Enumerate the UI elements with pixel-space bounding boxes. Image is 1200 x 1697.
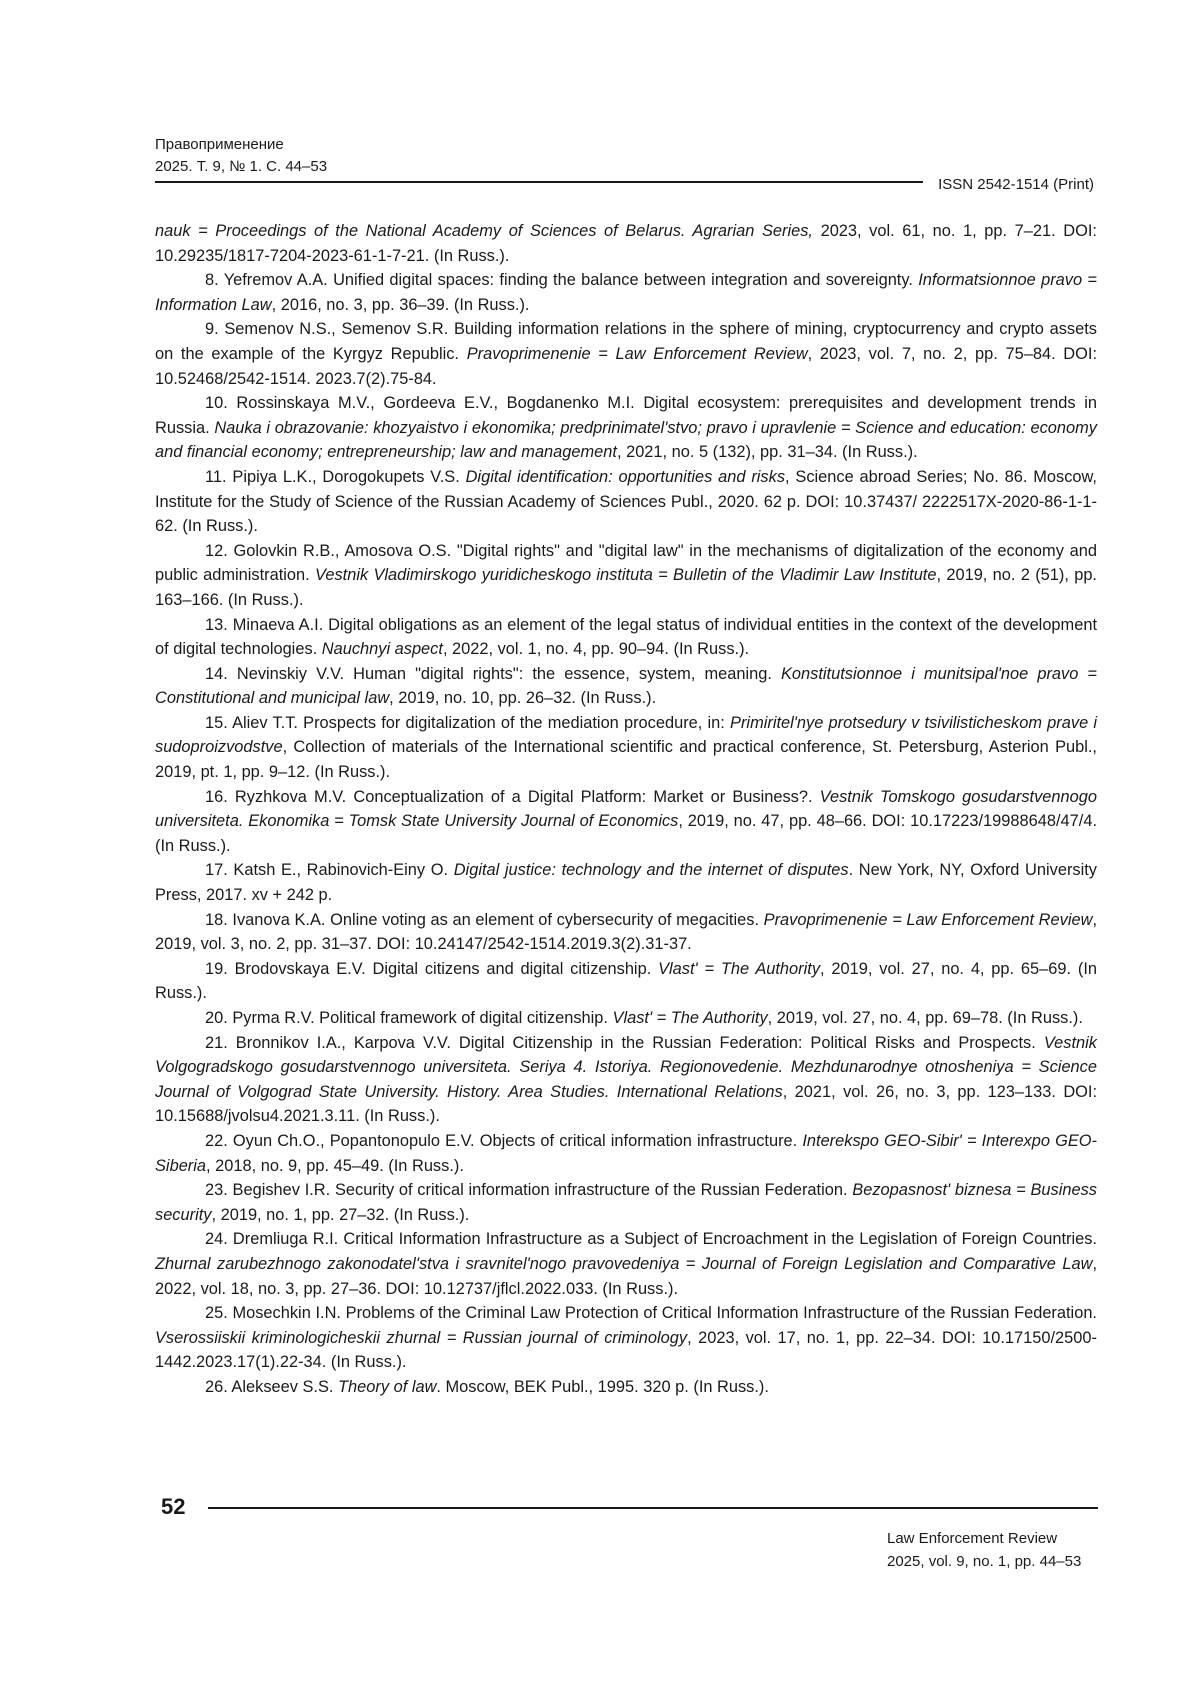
reference-item (155, 539, 1097, 613)
reference-text: 25. Mosechkin I.N. Problems of the Criminal Law Protection of Critical Information Infrastructure of the Russian Federation. (205, 1304, 1097, 1323)
reference-source-title: Primiritel'nye protsedury v tsivilisticheskom prave i sudoproizvodstve (155, 713, 1098, 757)
reference-source-title: Digital identification: opportunities and risks (465, 467, 786, 486)
reference-source-title: Interekspo GEO-Sibir' = Interexpo GEO-Siberia (155, 1131, 1098, 1175)
reference-text: 23. Begishev I.R. Security of critical information infrastructure of the Russian Federation. (205, 1181, 853, 1200)
reference-item (155, 957, 1097, 1006)
reference-source-title: Informatsionnoe pravo = Information Law (155, 271, 1098, 314)
reference-source-title: Theory of law (338, 1377, 437, 1396)
reference-text: 11. Pipiya L.K., Dorogokupets V.S. (205, 467, 466, 486)
header-divider (155, 181, 923, 183)
reference-item (155, 1129, 1097, 1178)
issue-info-ru: 2025. Т. 9, № 1. С. 44–53 (155, 158, 328, 175)
reference-item (155, 465, 1097, 539)
reference-source-title: Vestnik Volgogradskogo gosudarstvennogo universiteta. Seriya 4. Istoriya. Regionovedenie. Mezhdunarodnye otnosheniya = Science Journal of Volgograd State University. History. Area Studies. International Relations (155, 1033, 1097, 1101)
reference-source-title: Digital justice: technology and the internet of disputes (453, 861, 849, 880)
reference-item (155, 317, 1097, 391)
reference-item (155, 1178, 1097, 1227)
reference-text: 9. Semenov N.S., Semenov S.R. Building information relations in the sphere of mining, cryptocurrency and crypto assets on the example of the Kyrgyz Republic. (155, 320, 1097, 363)
reference-text: , Collection of materials of the International scientific and practical conference, St. Petersburg, Asterion Publ., 2019, pt. 1, pp. 9–12. (In Russ.). (155, 738, 1097, 782)
reference-source-title: Zhurnal zarubezhnogo zakonodatel'stva i sravnitel'nogo pravovedeniya = Journal of Foreign Legislation and Comparative Law (155, 1254, 1093, 1273)
reference-text: , 2023, vol. 7, no. 2, pp. 75–84. DOI: 10.52468/2542-1514. 2023.7(2).75-84. (155, 344, 1098, 388)
reference-text: 15. Aliev T.T. Prospects for digitalization of the mediation procedure, in: (205, 713, 731, 732)
reference-text: . New York, NY, Oxford University Press, 2017. xv + 242 p. (155, 861, 1097, 905)
reference-text: , Science abroad Series; No. 86. Moscow, Institute for the Study of Science of the Russian Academy of Sciences Publ., 2020. 62 p. DOI: 10.37437/ 2222517X-2020-86-1-1-62. (In Russ.). (155, 467, 1097, 536)
issue-info-en: 2025, vol. 9, no. 1, pp. 44–53 (887, 1553, 1082, 1570)
reference-text: , 2019, no. 1, pp. 27–32. (In Russ.). (211, 1205, 470, 1224)
reference-text: , 2022, vol. 1, no. 4, pp. 90–94. (In Russ.). (442, 640, 750, 659)
reference-item (155, 662, 1097, 711)
reference-text: , 2019, no. 2 (51), pp. 163–166. (In Russ.). (155, 566, 1097, 609)
reference-source-title: Nauchnyi aspect (321, 640, 443, 659)
reference-item (155, 1375, 1097, 1400)
reference-list (155, 219, 1097, 1400)
reference-item (155, 268, 1097, 317)
reference-text: , 2022, vol. 18, no. 3, pp. 27–36. DOI: 10.12737/jflcl.2022.033. (In Russ.). (155, 1254, 1097, 1298)
reference-text: , 2023, vol. 17, no. 1, pp. 22–34. DOI: 10.17150/2500-1442.2023.17(1).22-34. (In Russ.). (155, 1328, 1097, 1372)
reference-text: , 2019, vol. 3, no. 2, pp. 31–37. DOI: 10.24147/2542-1514.2019.3(2).31-37. (155, 910, 1097, 954)
reference-item (155, 391, 1097, 465)
reference-source-title: Vlast' = The Authority (612, 1009, 768, 1027)
reference-text: 13. Minaeva A.I. Digital obligations as an element of the legal status of individual entities in the context of the development of digital technologies. (155, 615, 1097, 659)
reference-text: 19. Brodovskaya E.V. Digital citizens and digital citizenship. (205, 959, 659, 978)
reference-source-title: Nauka i obrazovanie: khozyaistvo i ekonomika; predprinimatel'stvo; pravo i upravlenie = Science and education: economy and financial economy; entrepreneurship; law and management (155, 418, 1097, 462)
reference-text: 10. Rossinskaya M.V., Gordeeva E.V., Bogdanenko M.I. Digital ecosystem: prerequisites and development trends in Russia. (155, 394, 1097, 437)
reference-text: , 2021, no. 5 (132), pp. 31–34. (In Russ.). (616, 443, 918, 462)
reference-item (155, 858, 1097, 907)
reference-text: 22. Oyun Ch.O., Popantonopulo E.V. Objects of critical information infrastructure. (205, 1131, 803, 1150)
issn-label: ISSN 2542-1514 (Print) (938, 176, 1094, 193)
reference-text: 16. Ryzhkova M.V. Conceptualization of a Digital Platform: Market or Business?. (205, 787, 820, 806)
reference-text: 20. Pyrma R.V. Political framework of digital citizenship. (205, 1009, 613, 1027)
reference-text: 18. Ivanova K.A. Online voting as an element of cybersecurity of megacities. (205, 910, 764, 929)
reference-item (155, 1031, 1097, 1129)
reference-text: 12. Golovkin R.B., Amosova O.S. "Digital rights" and "digital law" in the mechanisms of digitalization of the economy and public administration. (155, 541, 1097, 585)
reference-item (155, 785, 1097, 859)
reference-text: , 2019, vol. 27, no. 4, pp. 69–78. (In Russ.). (767, 1009, 1083, 1027)
reference-text: 21. Bronnikov I.A., Karpova V.V. Digital Citizenship in the Russian Federation: Political Risks and Prospects. (205, 1033, 1044, 1052)
reference-text: , 2018, no. 9, pp. 45–49. (In Russ.). (206, 1156, 464, 1175)
reference-item (155, 711, 1097, 785)
reference-item (155, 1006, 1097, 1031)
reference-source-title: Pravoprimenenie = Law Enforcement Review (763, 910, 1093, 929)
reference-text: 24. Dremliuga R.I. Critical Information Infrastructure as a Subject of Encroachment in the Legislation of Foreign Countries. (205, 1230, 1097, 1249)
running-header (155, 134, 327, 178)
journal-title-ru: Правоприменение (155, 136, 284, 153)
reference-text: 17. Katsh E., Rabinovich-Einy O. (205, 861, 454, 880)
footer-divider (208, 1507, 1098, 1509)
running-footer (887, 1527, 1081, 1573)
reference-item (155, 1301, 1097, 1375)
reference-text: , 2019, no. 47, pp. 48–66. DOI: 10.17223/19988648/47/4. (In Russ.). (155, 812, 1097, 855)
reference-text: , 2016, no. 3, pp. 36–39. (In Russ.). (271, 295, 530, 314)
reference-text: . Moscow, BEK Publ., 1995. 320 p. (In Russ.). (436, 1377, 769, 1396)
reference-text: 2023, vol. 61, no. 1, pp. 7–21. DOI: 10.29235/1817-7204-2023-61-1-7-21. (In Russ.). (155, 222, 1097, 265)
reference-source-title: Vserossiiskii kriminologicheskii zhurnal = Russian journal of criminology (155, 1328, 688, 1347)
reference-source-title: Pravoprimenenie = Law Enforcement Review (466, 344, 808, 363)
reference-text: , 2019, vol. 27, no. 4, pp. 65–69. (In Russ.). (155, 959, 1098, 1003)
reference-item (155, 908, 1097, 957)
journal-title-en: Law Enforcement Review (887, 1530, 1058, 1547)
page-number: 52 (161, 1494, 186, 1519)
reference-text: 26. Alekseev S.S. (205, 1377, 339, 1396)
reference-source-title: nauk = Proceedings of the National Academy of Sciences of Belarus. Agrarian Series, (155, 222, 813, 240)
reference-text: , 2021, vol. 26, no. 3, pp. 123–133. DOI: 10.15688/jvolsu4.2021.3.11. (In Russ.). (155, 1082, 1098, 1126)
reference-source-title: Vestnik Vladimirskogo yuridicheskogo instituta = Bulletin of the Vladimir Law Institute (315, 566, 937, 585)
reference-source-title: Vestnik Tomskogo gosudarstvennogo universiteta. Ekonomika = Tomsk State University Journal of Economics (155, 787, 1097, 831)
reference-source-title: Bezopasnost' biznesa = Business security (155, 1181, 1097, 1224)
reference-continued (155, 219, 1097, 268)
reference-source-title: Vlast' = The Authority (658, 959, 821, 978)
reference-text: 14. Nevinskiy V.V. Human "digital rights": the essence, system, meaning. (205, 664, 781, 683)
reference-item (155, 1227, 1097, 1301)
reference-text: 8. Yefremov A.A. Unified digital spaces: finding the balance between integration and sovereignty. (205, 271, 919, 290)
reference-source-title: Konstitutsionnoe i munitsipal'noe pravo = Constitutional and municipal law (155, 664, 1097, 708)
reference-text: , 2019, no. 10, pp. 26–32. (In Russ.). (389, 689, 657, 708)
reference-item (155, 613, 1097, 662)
